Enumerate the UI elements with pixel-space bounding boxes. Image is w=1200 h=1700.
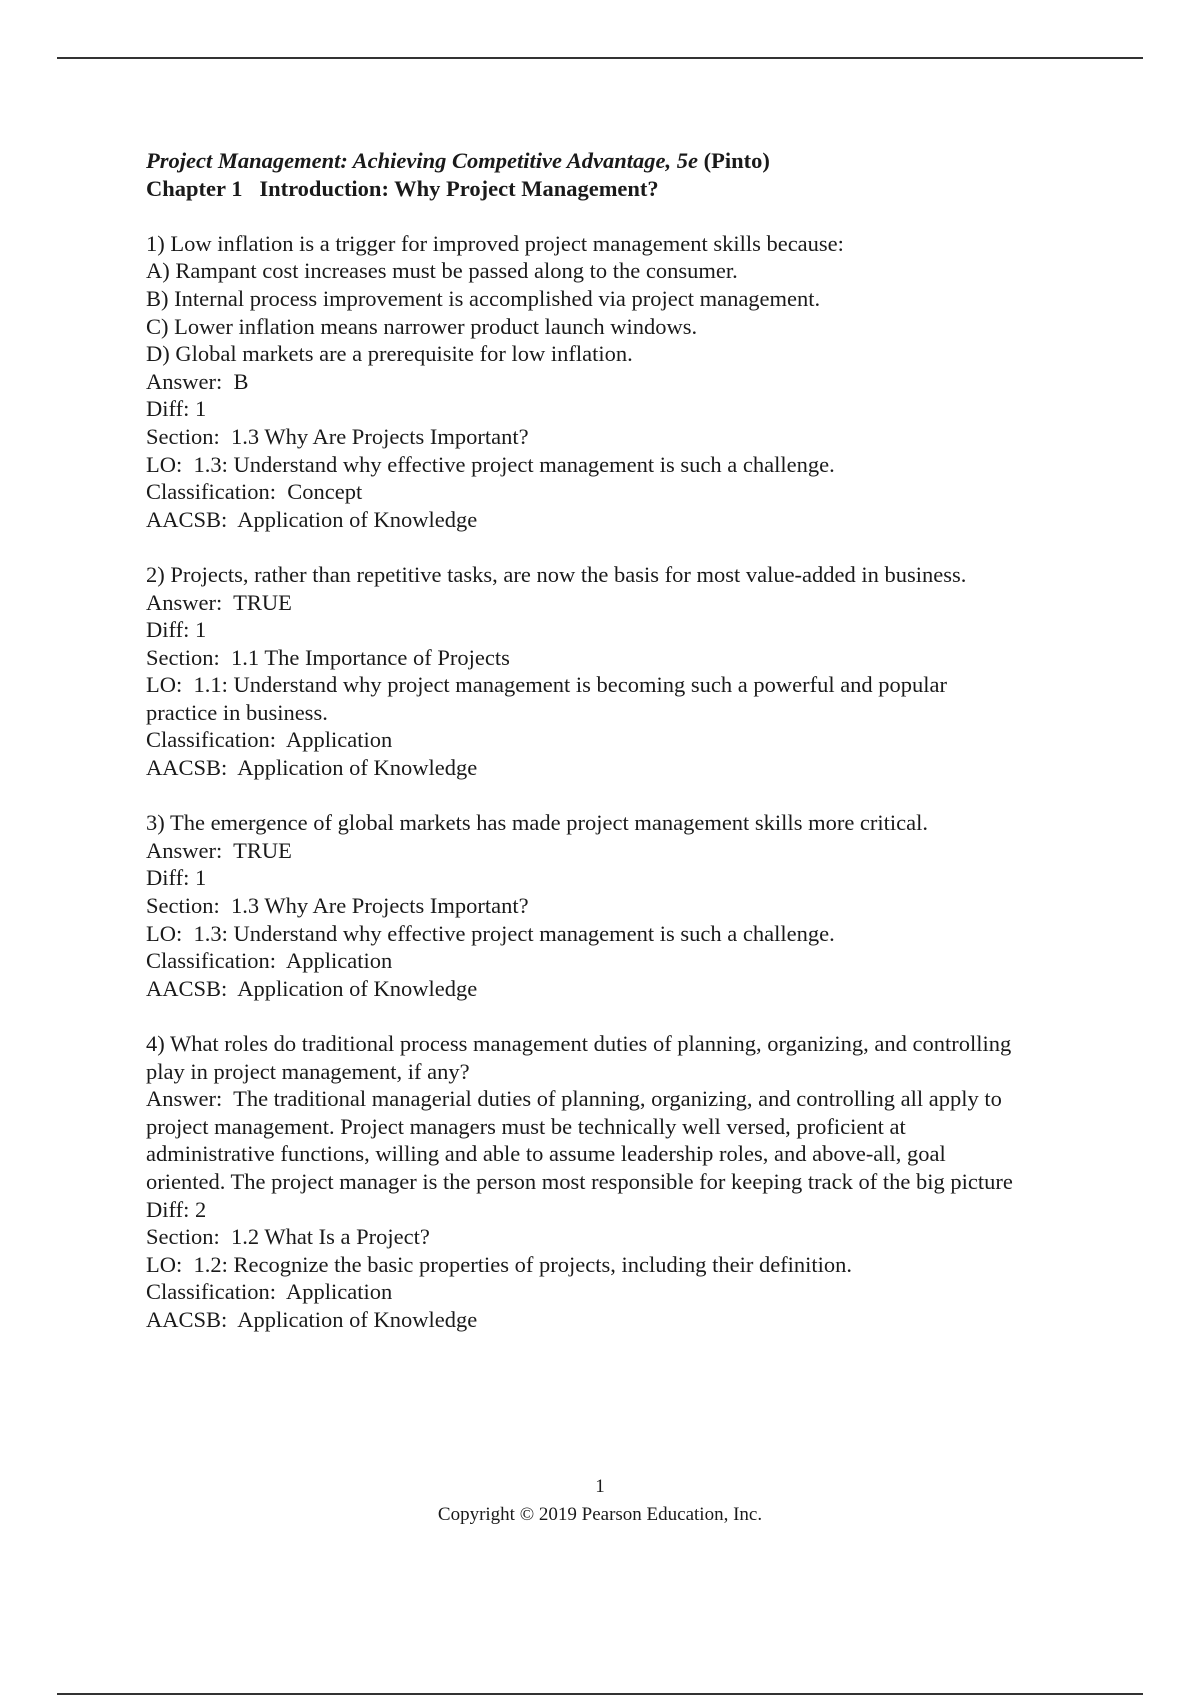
page-number: 1 — [595, 1476, 605, 1497]
section: Section: 1.3 Why Are Projects Important? — [146, 893, 529, 919]
learning-objective-continued: practice in business. — [146, 699, 328, 725]
chapter-heading: Chapter 1 Introduction: Why Project Management? — [146, 175, 659, 201]
aacsb: AACSB: Application of Knowledge — [146, 755, 478, 781]
aacsb: AACSB: Application of Knowledge — [146, 1306, 478, 1332]
section: Section: 1.3 Why Are Projects Important? — [146, 423, 529, 449]
spacer — [146, 782, 1086, 810]
document-body — [146, 147, 1086, 1334]
section: Section: 1.2 What Is a Project? — [146, 1224, 430, 1250]
answer: Answer: TRUE — [146, 589, 292, 615]
question-stem: 3) The emergence of global markets has made project management skills more critical. — [146, 810, 929, 836]
classification: Classification: Application — [146, 1279, 393, 1305]
question-4 — [146, 1030, 1086, 1334]
answer-continued: oriented. The project manager is the person most responsible for keeping track of the big picture — [146, 1168, 1013, 1194]
question-stem-continued: play in project management, if any? — [146, 1058, 470, 1084]
document-title — [146, 147, 1086, 175]
classification: Classification: Application — [146, 727, 393, 753]
option-d: D) Global markets are a prerequisite for low inflation. — [146, 341, 633, 367]
question-stem: 1) Low inflation is a trigger for improved project management skills because: — [146, 230, 844, 256]
answer-continued: project management. Project managers must be technically well versed, proficient at — [146, 1113, 906, 1139]
page-footer — [0, 1473, 1200, 1529]
book-title: Project Management: Achieving Competitive Advantage, 5e — [146, 148, 699, 173]
spacer — [146, 533, 1086, 561]
answer: Answer: TRUE — [146, 837, 292, 863]
classification: Classification: Application — [146, 948, 393, 974]
difficulty: Diff: 1 — [146, 865, 207, 891]
learning-objective: LO: 1.3: Understand why effective project management is such a challenge. — [146, 451, 835, 477]
spacer — [146, 1002, 1086, 1030]
section: Section: 1.1 The Importance of Projects — [146, 644, 510, 670]
difficulty: Diff: 1 — [146, 396, 207, 422]
option-b: B) Internal process improvement is accomplished via project management. — [146, 285, 821, 311]
answer: Answer: B — [146, 368, 249, 394]
aacsb: AACSB: Application of Knowledge — [146, 506, 478, 532]
copyright-notice: Copyright © 2019 Pearson Education, Inc. — [437, 1504, 763, 1525]
question-stem: 2) Projects, rather than repetitive tasks, are now the basis for most value-added in business. — [146, 561, 967, 587]
top-rule — [57, 57, 1143, 59]
classification: Classification: Concept — [146, 479, 363, 505]
question-stem: 4) What roles do traditional process management duties of planning, organizing, and controlling — [146, 1031, 1012, 1056]
difficulty: Diff: 1 — [146, 617, 207, 643]
learning-objective: LO: 1.1: Understand why project management is becoming such a powerful and popular — [146, 672, 948, 698]
question-3 — [146, 809, 1086, 1002]
question-1 — [146, 230, 1086, 534]
difficulty: Diff: 2 — [146, 1196, 207, 1222]
answer-continued: administrative functions, willing and able to assume leadership roles, and above-all, goal — [146, 1141, 946, 1167]
spacer — [146, 202, 1086, 230]
learning-objective: LO: 1.3: Understand why effective project management is such a challenge. — [146, 920, 835, 946]
answer: Answer: The traditional managerial duties of planning, organizing, and controlling all apply to — [146, 1086, 1002, 1112]
learning-objective: LO: 1.2: Recognize the basic properties of projects, including their definition. — [146, 1251, 853, 1277]
option-a: A) Rampant cost increases must be passed along to the consumer. — [146, 258, 738, 284]
question-2 — [146, 561, 1086, 782]
bottom-rule — [57, 1693, 1143, 1695]
aacsb: AACSB: Application of Knowledge — [146, 975, 478, 1001]
author: (Pinto) — [703, 148, 770, 173]
option-c: C) Lower inflation means narrower product launch windows. — [146, 313, 698, 339]
